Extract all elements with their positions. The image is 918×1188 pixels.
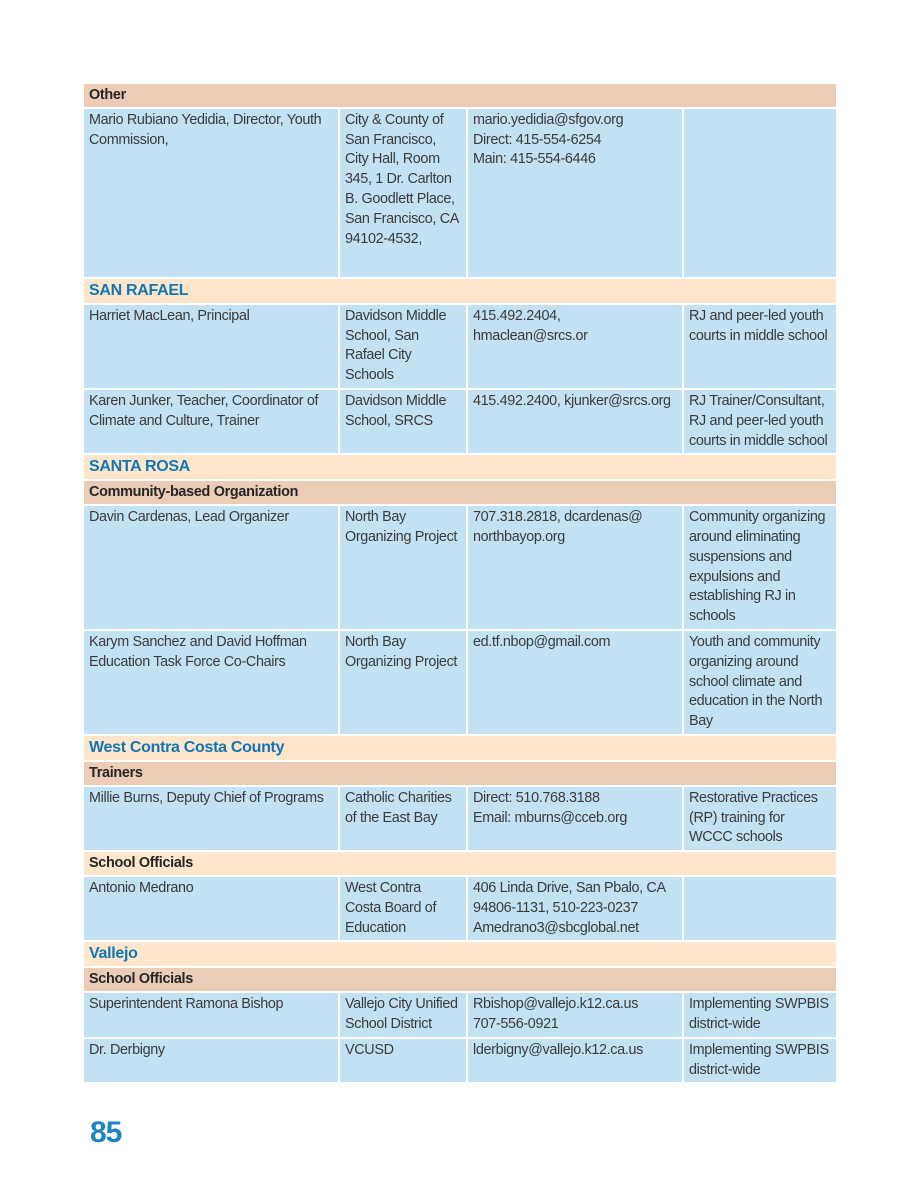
table-row: [83, 389, 837, 454]
contact-organization: North Bay Organizing Project: [339, 505, 467, 630]
contact-name: Harriet MacLean, Principal: [83, 304, 339, 389]
contact-organization: Vallejo City Unified School District: [339, 992, 467, 1038]
table-row: [83, 304, 837, 389]
contact-name: Dr. Derbigny: [83, 1038, 339, 1084]
contact-focus: Restorative Practices (RP) training for WCCC schools: [683, 786, 837, 851]
table-row: [83, 786, 837, 851]
table-row: [83, 992, 837, 1038]
contact-organization: Catholic Charities of the East Bay: [339, 786, 467, 851]
city-title: SANTA ROSA: [83, 454, 837, 480]
section-header-other: [83, 83, 837, 108]
contact-organization: North Bay Organizing Project: [339, 630, 467, 735]
table-row: [83, 505, 837, 630]
contact-organization: City & County of San Francisco, City Hall, Room 345, 1 Dr. Carlton B. Goodlett Place, San Francisco, CA 94102-4532,: [339, 108, 467, 278]
table-row: [83, 1038, 837, 1084]
contact-name: Superintendent Ramona Bishop: [83, 992, 339, 1038]
section-title: Community-based Organization: [83, 480, 837, 505]
contact-info: 415.492.2404, hmaclean@srcs.or: [467, 304, 683, 389]
city-title: SAN RAFAEL: [83, 278, 837, 304]
section-title: Trainers: [83, 761, 837, 786]
contacts-table: [82, 82, 838, 1084]
city-header-vallejo: [83, 941, 837, 967]
contact-info: ed.tf.nbop@gmail.com: [467, 630, 683, 735]
contact-info: Rbishop@vallejo.k12.ca.us 707-556-0921: [467, 992, 683, 1038]
contact-info: mario.yedidia@sfgov.org Direct: 415-554-6254 Main: 415-554-6446: [467, 108, 683, 278]
section-header-school-officials: [83, 851, 837, 876]
contact-name: Antonio Medrano: [83, 876, 339, 941]
contact-focus: RJ Trainer/Consultant, RJ and peer-led youth courts in middle school: [683, 389, 837, 454]
contact-info: Direct: 510.768.3188 Email: mburns@cceb.org: [467, 786, 683, 851]
table-row: [83, 630, 837, 735]
contact-name: Karym Sanchez and David Hoffman Education Task Force Co-Chairs: [83, 630, 339, 735]
table-row: [83, 108, 837, 278]
contact-name: Mario Rubiano Yedidia, Director, Youth Commission,: [83, 108, 339, 278]
section-header-school-officials: [83, 967, 837, 992]
table-row: [83, 876, 837, 941]
contact-organization: Davidson Middle School, SRCS: [339, 389, 467, 454]
section-title: Other: [83, 83, 837, 108]
contact-organization: Davidson Middle School, San Rafael City Schools: [339, 304, 467, 389]
section-header-trainers: [83, 761, 837, 786]
contact-focus: Implementing SWPBIS district-wide: [683, 992, 837, 1038]
contact-info: lderbigny@vallejo.k12.ca.us: [467, 1038, 683, 1084]
city-header-santa-rosa: [83, 454, 837, 480]
contact-focus: [683, 876, 837, 941]
contact-name: Karen Junker, Teacher, Coordinator of Climate and Culture, Trainer: [83, 389, 339, 454]
city-title: Vallejo: [83, 941, 837, 967]
contact-focus: RJ and peer-led youth courts in middle school: [683, 304, 837, 389]
city-header-san-rafael: [83, 278, 837, 304]
contact-info: 707.318.2818, dcardenas@ northbayop.org: [467, 505, 683, 630]
section-title: School Officials: [83, 851, 837, 876]
contact-organization: West Contra Costa Board of Education: [339, 876, 467, 941]
section-title: School Officials: [83, 967, 837, 992]
contact-organization: VCUSD: [339, 1038, 467, 1084]
city-title: West Contra Costa County: [83, 735, 837, 761]
contact-focus: [683, 108, 837, 278]
section-header-cbo: [83, 480, 837, 505]
contact-focus: Youth and community organizing around school climate and education in the North Bay: [683, 630, 837, 735]
contact-focus: Community organizing around eliminating suspensions and expulsions and establishing RJ in schools: [683, 505, 837, 630]
contact-focus: Implementing SWPBIS district-wide: [683, 1038, 837, 1084]
city-header-west-contra-costa: [83, 735, 837, 761]
contact-info: 406 Linda Drive, San Pbalo, CA 94806-1131, 510-223-0237 Amedrano3@sbcglobal.net: [467, 876, 683, 941]
contact-name: Millie Burns, Deputy Chief of Programs: [83, 786, 339, 851]
page-number: 85: [90, 1116, 122, 1149]
contact-info: 415.492.2400, kjunker@srcs.org: [467, 389, 683, 454]
contact-name: Davin Cardenas, Lead Organizer: [83, 505, 339, 630]
